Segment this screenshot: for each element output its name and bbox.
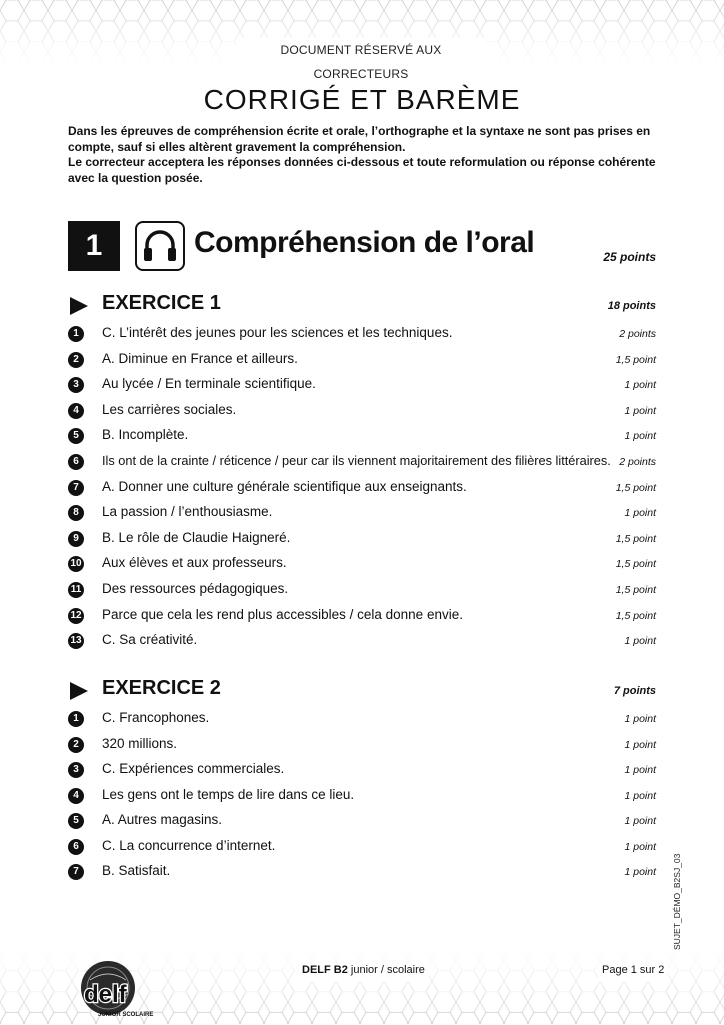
answer-text: A. Donner une culture générale scientifique aux enseignants.	[102, 478, 467, 494]
answer-row	[68, 324, 656, 344]
answer-points: 1 point	[624, 866, 656, 878]
answer-text: Les gens ont le temps de lire dans ce lieu.	[102, 786, 355, 802]
answer-text: Au lycée / En terminale scientifique.	[102, 376, 316, 392]
answer-row	[68, 786, 656, 806]
answer-text: B. Incomplète.	[102, 427, 189, 443]
answer-text: Ils ont de la crainte / réticence / peur car ils viennent majoritairement des filières littéraires.	[102, 453, 611, 468]
answer-text: Aux élèves et aux professeurs.	[102, 555, 287, 571]
logo-wordmark: delf	[84, 981, 127, 1008]
answer-row	[68, 503, 656, 523]
answer-text: A. Autres magasins.	[102, 812, 223, 827]
answer-points: 1 point	[624, 789, 656, 802]
question-number: 7	[68, 480, 84, 496]
answer-points: 1,5 point	[615, 609, 656, 622]
play-arrow-icon	[68, 681, 90, 701]
question-number: 4	[68, 403, 84, 419]
answer-row	[68, 375, 656, 395]
answer-points: 1,5 point	[615, 558, 656, 571]
question-number: 3	[68, 762, 84, 778]
document-code: SUJET_DÉMO_B2SJ_03	[672, 853, 682, 950]
exercise-title: EXERCICE 1	[102, 292, 221, 314]
answer-points: 1,5 point	[615, 481, 656, 494]
answer-points: 1,5 point	[615, 353, 656, 366]
intro-text	[68, 124, 668, 186]
answer-text: La passion / l’enthousiasme.	[102, 504, 273, 520]
exercise-2-header	[68, 677, 656, 703]
question-number: 5	[68, 428, 84, 444]
answer-points: 2 points	[619, 328, 656, 340]
answer-text: Des ressources pédagogiques.	[102, 581, 289, 596]
answer-row	[68, 426, 656, 446]
exercise-points: 7 points	[613, 685, 656, 697]
answer-text: Parce que cela les rend plus accessibles / cela donne envie.	[102, 606, 463, 622]
answer-text: C. Expériences commerciales.	[102, 761, 285, 776]
question-number: 3	[68, 377, 84, 393]
headphones-icon	[135, 221, 185, 271]
answer-row	[68, 837, 656, 857]
exercise-title: EXERCICE 2	[102, 677, 221, 699]
intro-paragraph-2: Le correcteur acceptera les réponses données ci-dessous et toute reformulation ou réponse cohérente avec la question posée.	[68, 155, 656, 185]
question-number: 6	[68, 454, 84, 470]
question-number: 1	[68, 326, 84, 342]
answer-row	[68, 709, 656, 729]
question-number: 6	[68, 839, 84, 855]
answer-text: 320 millions.	[102, 735, 178, 751]
question-number: 7	[68, 864, 84, 880]
answer-text: A. Diminue en France et ailleurs.	[102, 350, 298, 366]
answer-row	[68, 606, 656, 626]
intro-paragraph-1: Dans les épreuves de compréhension écrite et orale, l’orthographe et la syntaxe ne sont pas prises en compte, sauf si elles altèrent gravement la compréhension.	[68, 124, 651, 154]
answer-points: 1 point	[624, 507, 656, 520]
answer-text: C. Sa créativité.	[102, 632, 198, 648]
question-number: 10	[68, 556, 84, 572]
answer-row	[68, 580, 656, 600]
answer-points: 1,5 point	[615, 584, 656, 596]
answer-points: 1 point	[624, 430, 656, 443]
answer-points: 1,5 point	[615, 532, 656, 545]
answer-row	[68, 760, 656, 780]
question-number: 8	[68, 505, 84, 521]
answer-points: 1 point	[624, 404, 656, 417]
question-number: 1	[68, 711, 84, 727]
question-number: 5	[68, 813, 84, 829]
answer-row	[68, 478, 656, 498]
question-number: 12	[68, 608, 84, 624]
answer-text: Les carrières sociales.	[102, 401, 237, 417]
question-number: 2	[68, 737, 84, 753]
footer-page-number: Page 1 sur 2	[598, 964, 668, 982]
answer-row	[68, 350, 656, 370]
answer-row	[68, 452, 656, 472]
question-number: 11	[68, 582, 84, 598]
question-number: 4	[68, 788, 84, 804]
play-arrow-icon	[68, 296, 90, 316]
answer-points: 1 point	[624, 764, 656, 776]
section-points: 25 points	[603, 250, 656, 264]
answer-points: 1 point	[624, 738, 656, 751]
exercise-points: 18 points	[607, 300, 656, 312]
answer-row	[68, 529, 656, 549]
question-number: 13	[68, 633, 84, 649]
logo-subtitle: JUNIOR SCOLAIRE	[98, 1012, 154, 1018]
page-title: CORRIGÉ ET BARÈME	[203, 84, 521, 115]
reserved-banner: DOCUMENT RÉSERVÉ AUX CORRECTEURS	[236, 38, 486, 62]
delf-logo	[62, 958, 154, 1020]
answer-row	[68, 554, 656, 574]
answer-points: 1 point	[624, 379, 656, 392]
section-number: 1	[68, 221, 120, 271]
answer-row	[68, 631, 656, 651]
question-number: 9	[68, 531, 84, 547]
answer-row	[68, 401, 656, 421]
answer-text: C. Francophones.	[102, 710, 210, 725]
answer-text: B. Satisfait.	[102, 863, 171, 878]
section-title: Compréhension de l’oral	[194, 226, 535, 259]
question-number: 2	[68, 352, 84, 368]
answer-text: C. La concurrence d’internet.	[102, 837, 276, 853]
answer-points: 1 point	[624, 635, 656, 648]
exercise-1-header	[68, 292, 656, 318]
answer-points: 1 point	[624, 713, 656, 725]
footer-exam-type: junior / scolaire	[350, 964, 425, 976]
answer-points: 2 points	[619, 456, 656, 468]
answer-points: 1 point	[624, 815, 656, 827]
answer-text: B. Le rôle de Claudie Haigneré.	[102, 529, 291, 545]
answer-row	[68, 811, 656, 831]
answer-row	[68, 862, 656, 882]
footer-exam-name	[298, 964, 429, 982]
footer-exam-level: DELF B2	[302, 964, 348, 976]
answer-row	[68, 735, 656, 755]
answer-points: 1 point	[624, 840, 656, 853]
answer-text: C. L’intérêt des jeunes pour les sciences et les techniques.	[102, 325, 453, 340]
